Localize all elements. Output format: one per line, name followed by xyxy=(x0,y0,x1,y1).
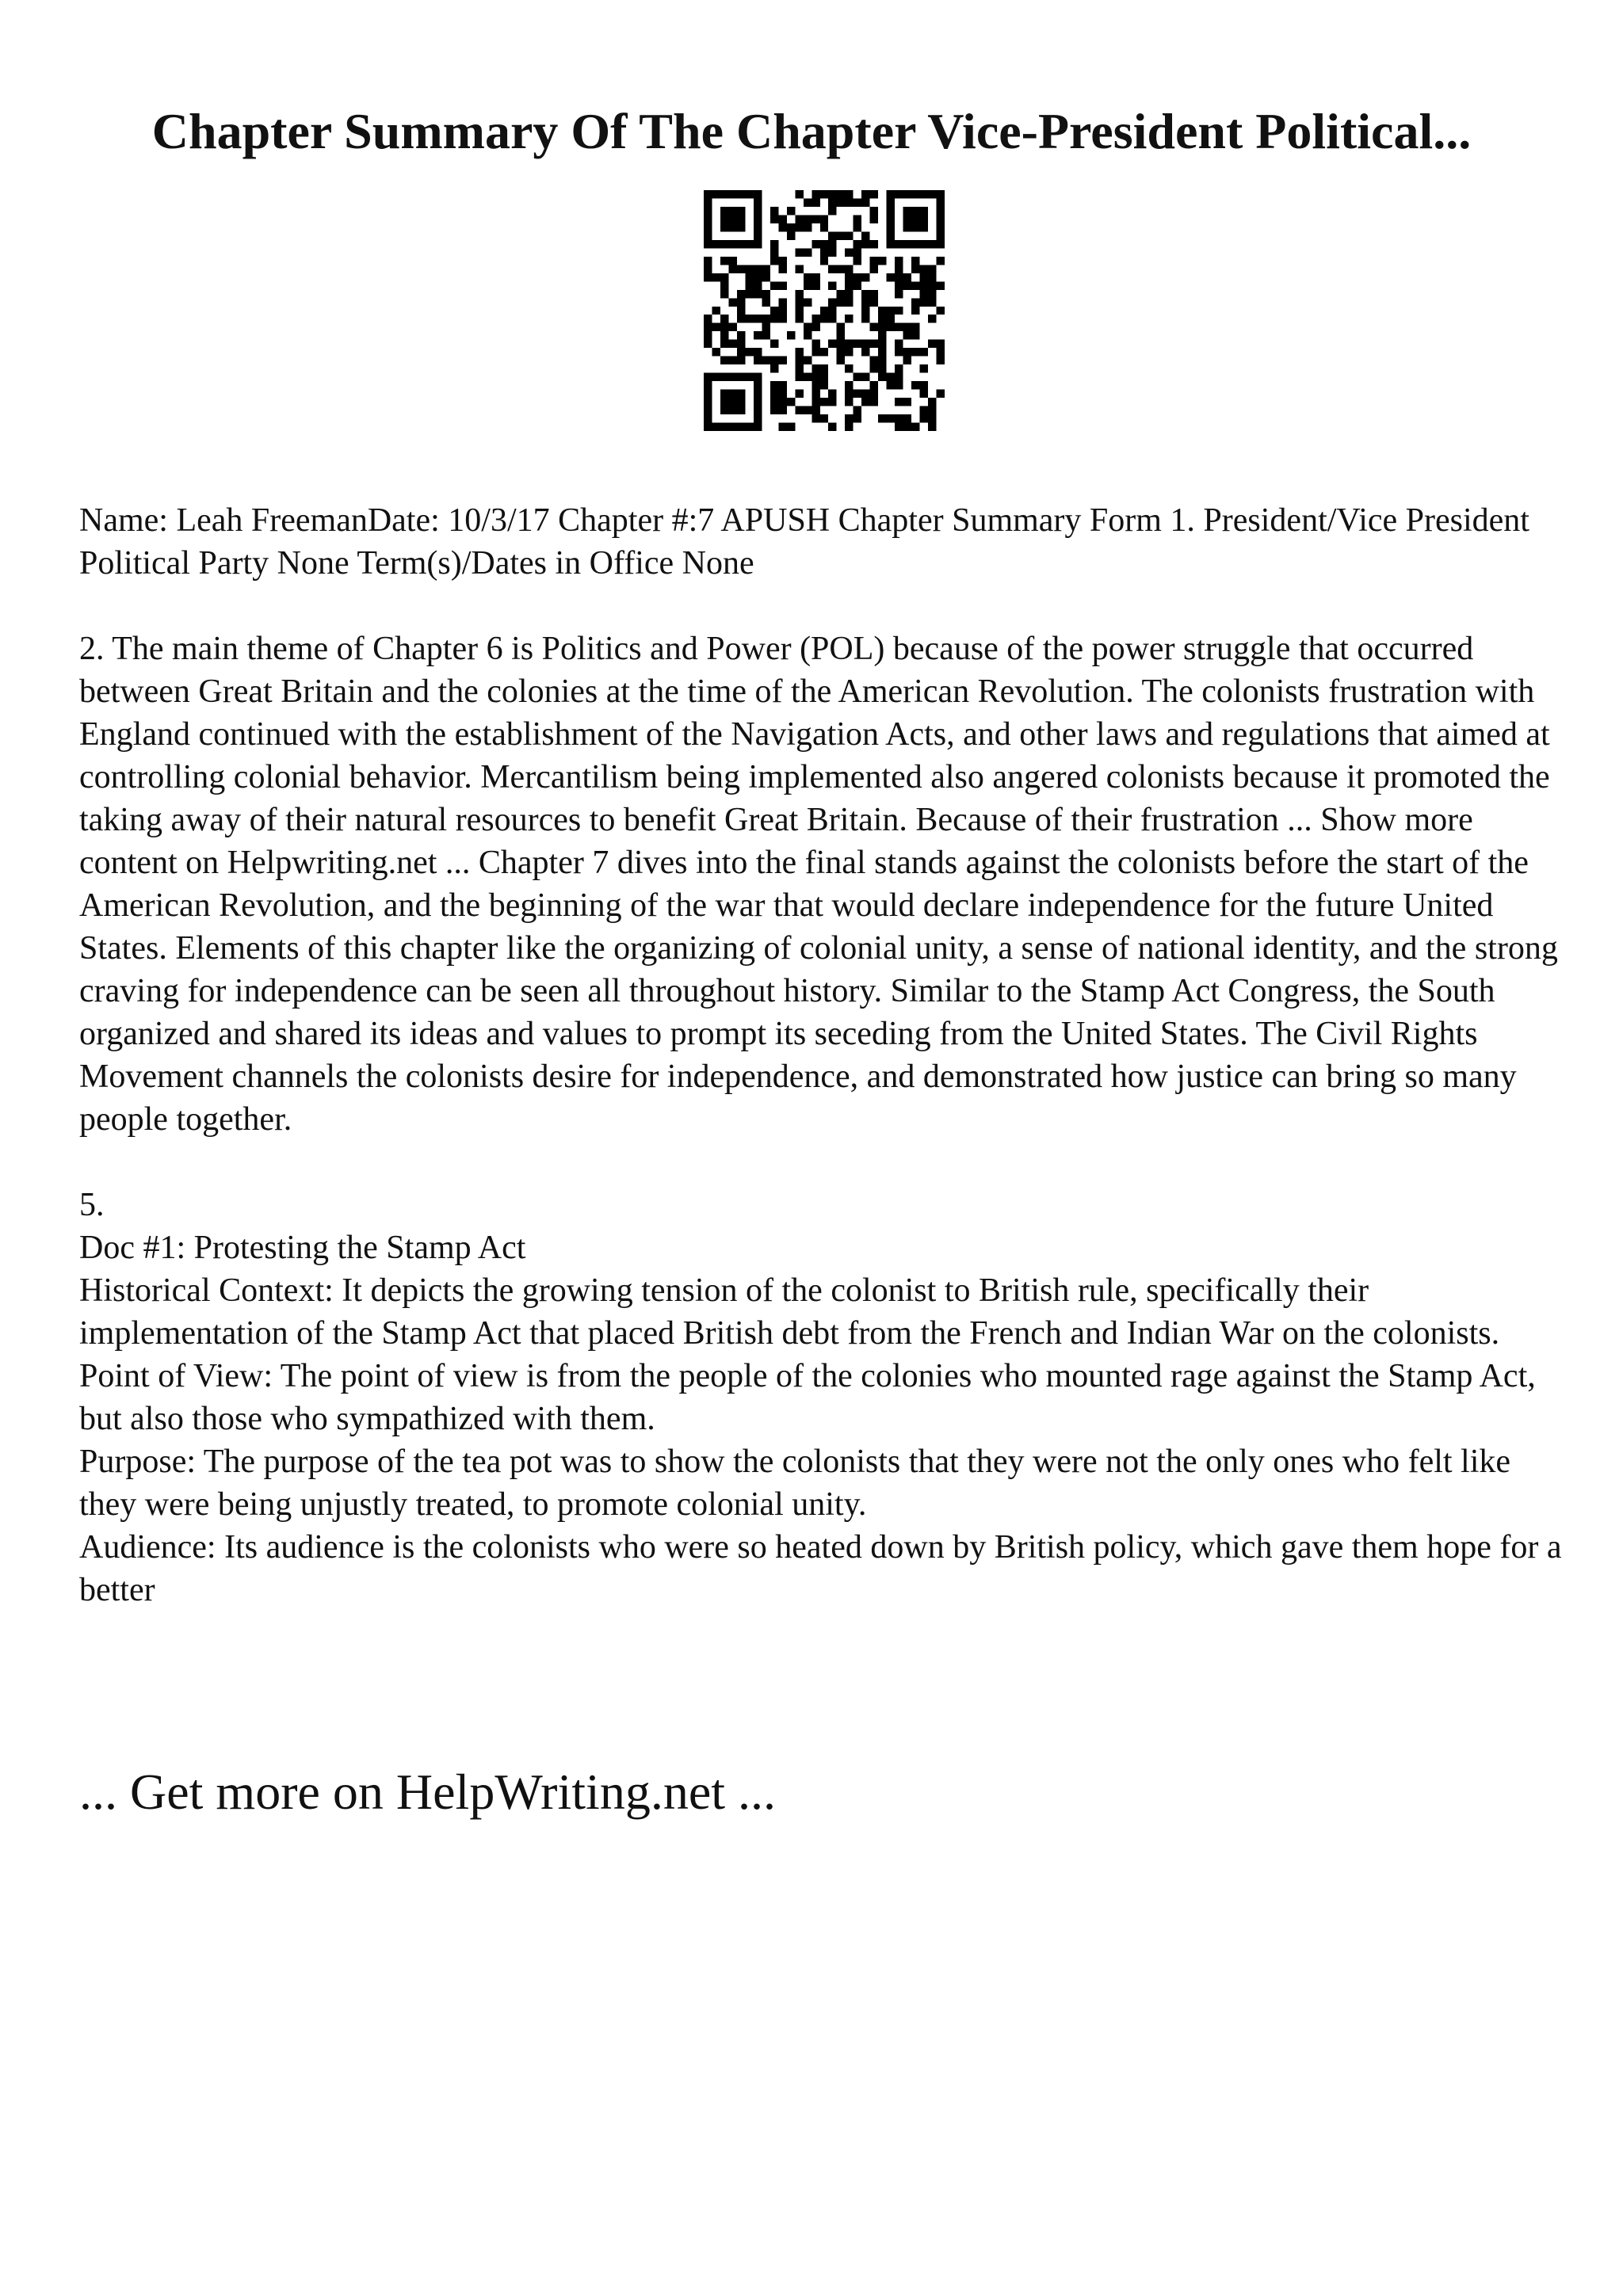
header-info-paragraph: Name: Leah FreemanDate: 10/3/17 Chapter #:7 APUSH Chapter Summary Form 1. President/Vice President Political Party None Term(s)/Dates in Office None xyxy=(79,502,1529,582)
doc-title: Doc #1: Protesting the Stamp Act xyxy=(79,1230,526,1266)
section-number: 5. xyxy=(79,1187,105,1223)
qr-code-icon xyxy=(704,190,945,431)
get-more-link[interactable]: ... Get more on HelpWriting.net ... xyxy=(79,1764,776,1820)
purpose: Purpose: The purpose of the tea pot was to show the colonists that they were not the only ones who felt like they were being unjustly treated, to promote colonial unity. xyxy=(79,1444,1511,1523)
document-title: Chapter Summary Of The Chapter Vice-President Political... xyxy=(151,103,1472,159)
qr-code-graphic xyxy=(704,190,945,431)
document-body xyxy=(79,499,1569,1611)
theme-paragraph: 2. The main theme of Chapter 6 is Politics and Power (POL) because of the power struggle that occurred between Great Britain and the colonies at the time of the American Revolution. The colonists frustration with England continued with the establishment of the Navigation Acts, and other laws and regulations that aimed at controlling colonial behavior. Mercantilism being implemented also angered colonists because it promoted the taking away of their natural resources to benefit Great Britain. Because of their frustration ... Show more content on Helpwriting.net ... Chapter 7 dives into the final stands against the colonists before the start of the American Revolution, and the beginning of the war that would declare independence for the future United States. Elements of this chapter like the organizing of colonial unity, a sense of national identity, and the strong craving for independence can be seen all throughout history. Similar to the Stamp Act Congress, the South organized and shared its ideas and values to prompt its seceding from the United States. The Civil Rights Movement channels the colonists desire for independence, and demonstrated how justice can bring so many people together. xyxy=(79,631,1558,1138)
audience: Audience: Its audience is the colonists who were so heated down by British policy, which gave them hope for a better xyxy=(79,1529,1562,1608)
point-of-view: Point of View: The point of view is from the people of the colonies who mounted rage against the Stamp Act, but also those who sympathized with them. xyxy=(79,1358,1536,1437)
historical-context: Historical Context: It depicts the growing tension of the colonist to British rule, specifically their implementation of the Stamp Act that placed British debt from the French and Indian War on the colonists. xyxy=(79,1272,1500,1352)
